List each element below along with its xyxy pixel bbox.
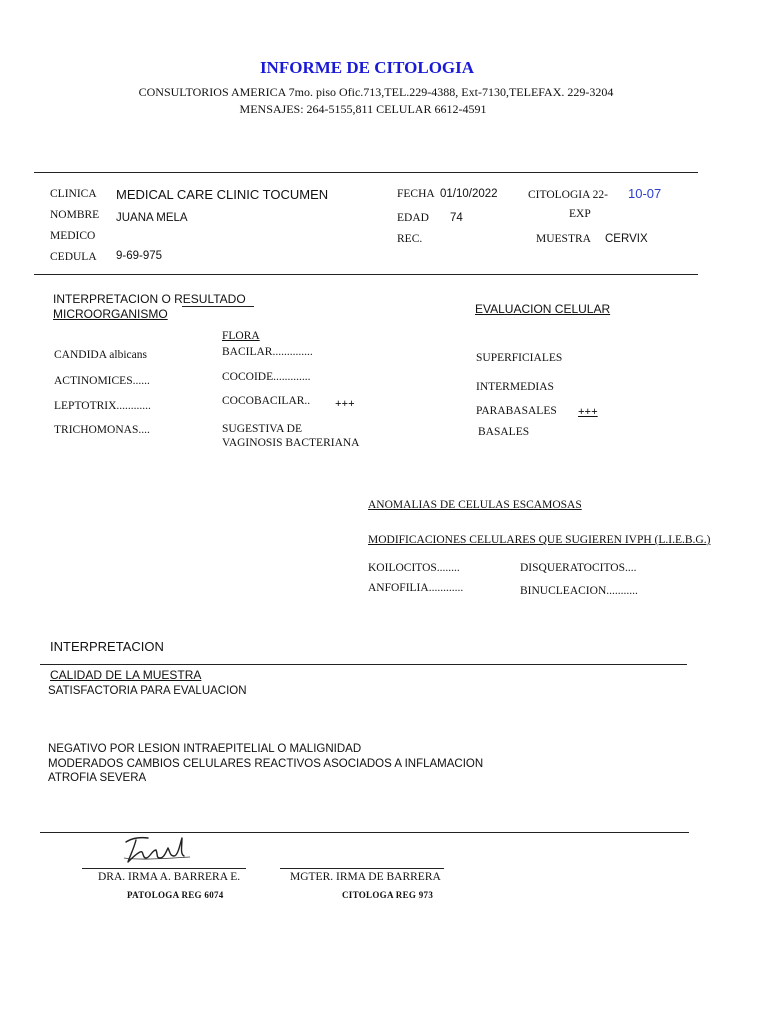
evaluacion-heading: EVALUACION CELULAR — [475, 302, 611, 316]
header-address: CONSULTORIOS AMERICA 7mo. piso Ofic.713,TEL.229-4388, Ext-7130,TELEFAX. 229-3204 — [138, 85, 614, 99]
clinica-label: CLINICA — [50, 188, 97, 200]
anom-binucleacion: BINUCLEACION........... — [520, 585, 638, 597]
result-line-2: MODERADOS CAMBIOS CELULARES REACTIVOS ASOCIADOS A INFLAMACION — [48, 758, 484, 770]
fecha-value: 01/10/2022 — [440, 188, 498, 200]
flora-bacilar: BACILAR.............. — [222, 346, 313, 358]
nombre-label: NOMBRE — [50, 209, 100, 221]
eval-intermedias: INTERMEDIAS — [476, 381, 554, 393]
flora-heading: FLORA — [222, 330, 260, 342]
muestra-label: MUESTRA — [536, 233, 591, 245]
anom-anfofilia: ANFOFILIA............ — [368, 582, 464, 594]
result-line-3: ATROFIA SEVERA — [48, 772, 147, 784]
edad-label: EDAD — [397, 212, 429, 224]
rec-label: REC. — [397, 233, 423, 245]
calidad-value: SATISFACTORIA PARA EVALUACION — [48, 685, 247, 697]
interpretacion-heading: INTERPRETACION — [50, 639, 164, 654]
eval-basales: BASALES — [478, 426, 530, 438]
eval-parabasales: PARABASALES — [476, 405, 557, 417]
flora-vaginosis: VAGINOSIS BACTERIANA — [222, 437, 360, 449]
cocobacilar-mark: +++ — [335, 398, 355, 410]
calidad-heading: CALIDAD DE LA MUESTRA — [50, 668, 202, 682]
nombre-value: JUANA MELA — [116, 212, 188, 224]
muestra-value: CERVIX — [605, 233, 648, 245]
fecha-label: FECHA — [397, 188, 435, 200]
anom-disqueratocitos: DISQUERATOCITOS.... — [520, 562, 637, 574]
exp-label: EXP — [569, 208, 591, 220]
anomalias-heading: ANOMALIAS DE CELULAS ESCAMOSAS — [368, 499, 582, 511]
divider-patient — [34, 274, 698, 275]
resultado-heading: INTERPRETACION O RESULTADO — [53, 292, 246, 306]
anom-koilocitos: KOILOCITOS........ — [368, 562, 460, 574]
signature-left-title: PATOLOGA REG 6074 — [127, 890, 224, 900]
micro-candida: CANDIDA albicans — [54, 349, 147, 361]
result-line-1: NEGATIVO POR LESION INTRAEPITELIAL O MALIGNIDAD — [48, 743, 362, 755]
micro-actinomices: ACTINOMICES...... — [54, 375, 150, 387]
clinica-value: MEDICAL CARE CLINIC TOCUMEN — [116, 187, 329, 202]
cedula-label: CEDULA — [50, 251, 97, 263]
citologia-value: 10-07 — [628, 186, 662, 201]
micro-trichomonas: TRICHOMONAS.... — [54, 424, 150, 436]
signature-line-left — [82, 868, 246, 869]
signature-right-name: MGTER. IRMA DE BARRERA — [290, 871, 441, 883]
signature-line-right — [280, 868, 444, 869]
micro-leptotrix: LEPTOTRIX............ — [54, 400, 151, 412]
signature-graphic — [118, 828, 198, 870]
edad-value: 74 — [450, 212, 463, 224]
resultado-underline — [182, 306, 254, 307]
parabasales-mark: +++ — [578, 406, 598, 418]
cedula-value: 9-69-975 — [116, 250, 163, 262]
flora-sugestiva: SUGESTIVA DE — [222, 423, 302, 435]
eval-superficiales: SUPERFICIALES — [476, 352, 563, 364]
divider-top — [34, 172, 698, 173]
signature-right-title: CITOLOGA REG 973 — [342, 890, 434, 900]
divider-interpretacion — [40, 664, 687, 665]
microorganismo-heading: MICROORGANISMO — [53, 307, 168, 321]
signature-left-name: DRA. IRMA A. BARRERA E. — [98, 871, 241, 883]
medico-label: MEDICO — [50, 230, 96, 242]
report-title: INFORME DE CITOLOGIA — [259, 58, 475, 77]
citologia-label: CITOLOGIA 22- — [528, 189, 608, 201]
header-phones: MENSAJES: 264-5155,811 CELULAR 6612-4591 — [239, 102, 487, 116]
flora-cocobacilar: COCOBACILAR.. — [222, 395, 311, 407]
anomalias-subheading: MODIFICACIONES CELULARES QUE SUGIEREN IVPH (L.I.E.B.G.) — [368, 534, 711, 546]
flora-cocoide: COCOIDE............. — [222, 371, 311, 383]
